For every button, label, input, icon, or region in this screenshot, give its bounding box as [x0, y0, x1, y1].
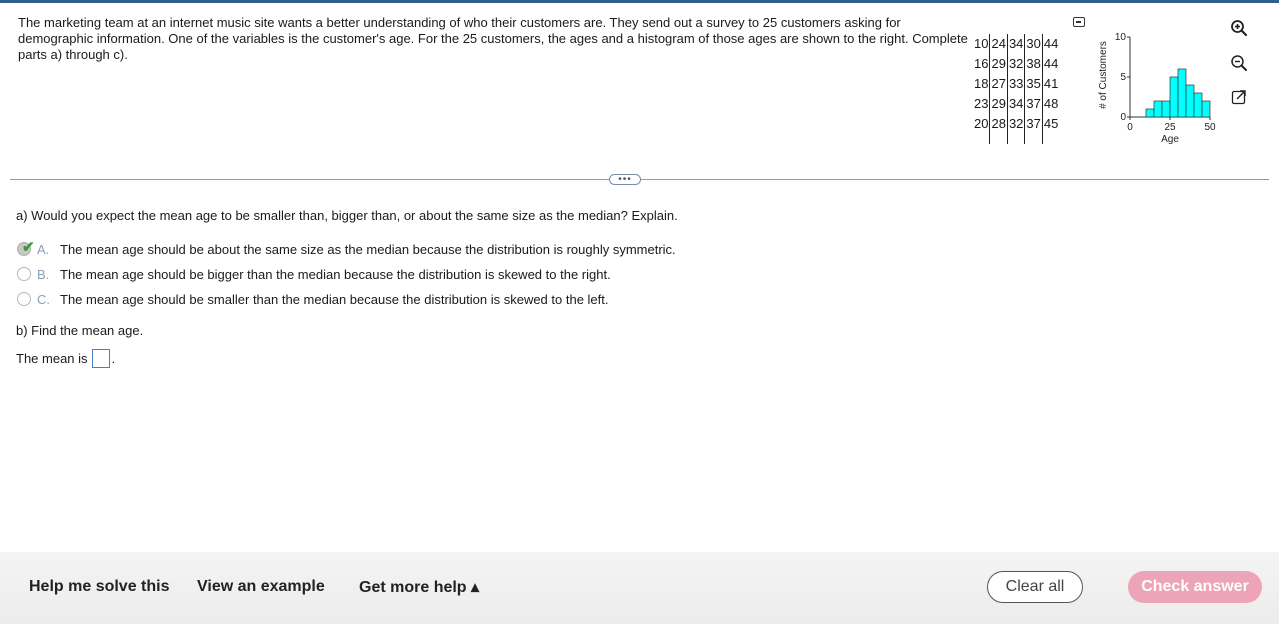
table-row — [973, 74, 1059, 94]
histogram-bar — [1146, 109, 1154, 117]
view-example-button[interactable]: View an example — [197, 578, 325, 595]
choice-a-letter: A. — [37, 241, 50, 257]
table-cell: 45 — [1042, 114, 1059, 134]
check-mark-icon: ✔ — [22, 239, 35, 256]
choice-c-text: The mean age should be smaller than the median because the distribution is skewed to the left. — [60, 291, 609, 307]
table-cell: 44 — [1042, 34, 1059, 54]
histogram-bar — [1194, 93, 1202, 117]
y-tick-label: 10 — [1114, 32, 1126, 43]
zoom-in-button[interactable] — [1228, 17, 1250, 39]
part-a-question: a) Would you expect the mean age to be smaller than, bigger than, or about the same size as the median? Explain. — [16, 208, 678, 223]
zoom-in-icon — [1230, 19, 1248, 37]
table-row — [973, 114, 1059, 134]
histogram-bar — [1170, 77, 1178, 117]
table-cell: 34 — [1007, 34, 1024, 54]
mean-prefix: The mean is — [16, 351, 88, 366]
table-row — [973, 94, 1059, 114]
histogram-bar — [1186, 85, 1194, 117]
mean-suffix: . — [111, 351, 116, 366]
radio-b[interactable] — [17, 267, 31, 281]
clear-all-button[interactable]: Clear all — [987, 571, 1083, 603]
histogram-bar — [1178, 69, 1186, 117]
table-cell: 44 — [1042, 54, 1059, 74]
x-tick-label: 25 — [1164, 122, 1176, 133]
x-axis-label: Age — [1161, 134, 1179, 145]
table-cell: 29 — [990, 54, 1007, 74]
x-tick-label: 50 — [1204, 122, 1216, 133]
mean-answer-input[interactable] — [92, 349, 110, 368]
get-more-help-button[interactable]: Get more help ▴ — [359, 579, 480, 596]
copy-data-icon[interactable] — [1073, 17, 1085, 27]
table-cell: 16 — [974, 56, 989, 71]
table-row — [973, 34, 1059, 54]
table-cell: 23 — [974, 96, 989, 111]
table-cell: 37 — [1025, 114, 1042, 134]
y-tick-label: 5 — [1120, 72, 1126, 83]
check-answer-button[interactable]: Check answer — [1128, 571, 1262, 603]
top-border — [0, 0, 1279, 3]
radio-c[interactable] — [17, 292, 31, 306]
table-cell: 32 — [1007, 54, 1024, 74]
ages-table — [973, 34, 1059, 144]
problem-statement: The marketing team at an internet music site wants a better understanding of who their customers are. They send out a survey to 25 customers asking for demographic information. One of the variables is the customer's age. For the 25 customers, the ages and a histogram of those ages are shown to the right. Complete parts a) through c). — [18, 15, 968, 62]
table-cell: 24 — [990, 34, 1007, 54]
part-b-question: b) Find the mean age. — [16, 323, 144, 338]
table-cell: 18 — [974, 76, 989, 91]
histogram-bar — [1162, 101, 1170, 117]
histogram-bar — [1202, 101, 1210, 117]
choice-a-text: The mean age should be about the same size as the median because the distribution is roughly symmetric. — [60, 241, 676, 257]
table-row — [973, 134, 1059, 144]
popout-icon — [1230, 88, 1248, 106]
table-cell: 28 — [990, 114, 1007, 134]
age-histogram — [1094, 27, 1234, 152]
y-axis-label: # of Customers — [1098, 41, 1109, 109]
popout-button[interactable] — [1228, 86, 1250, 108]
zoom-out-icon — [1230, 54, 1248, 72]
x-tick-label: 0 — [1127, 122, 1133, 133]
table-cell: 35 — [1025, 74, 1042, 94]
histogram-bar — [1154, 101, 1162, 117]
table-row — [973, 54, 1059, 74]
footer-bar — [0, 552, 1279, 624]
table-cell: 34 — [1007, 94, 1024, 114]
choice-b-letter: B. — [37, 266, 50, 282]
mean-answer-line — [16, 349, 115, 368]
expand-more-button[interactable]: ••• — [609, 174, 641, 185]
table-cell: 29 — [990, 94, 1007, 114]
table-cell: 41 — [1042, 74, 1059, 94]
choice-c-letter: C. — [37, 291, 50, 307]
table-cell: 48 — [1042, 94, 1059, 114]
table-cell: 30 — [1025, 34, 1042, 54]
choice-c[interactable] — [17, 290, 609, 308]
choice-b-text: The mean age should be bigger than the median because the distribution is skewed to the right. — [60, 266, 611, 282]
radio-a[interactable] — [17, 239, 35, 256]
table-cell: 10 — [974, 36, 989, 51]
histogram-svg — [1094, 27, 1234, 152]
choice-b[interactable] — [17, 265, 611, 283]
choice-a[interactable] — [17, 240, 676, 258]
help-me-solve-button[interactable]: Help me solve this — [29, 578, 170, 595]
zoom-out-button[interactable] — [1228, 52, 1250, 74]
y-tick-label: 0 — [1120, 112, 1126, 123]
table-cell: 33 — [1007, 74, 1024, 94]
table-cell: 20 — [974, 116, 989, 131]
table-cell: 37 — [1025, 94, 1042, 114]
table-cell: 32 — [1007, 114, 1024, 134]
table-cell: 38 — [1025, 54, 1042, 74]
table-cell: 27 — [990, 74, 1007, 94]
